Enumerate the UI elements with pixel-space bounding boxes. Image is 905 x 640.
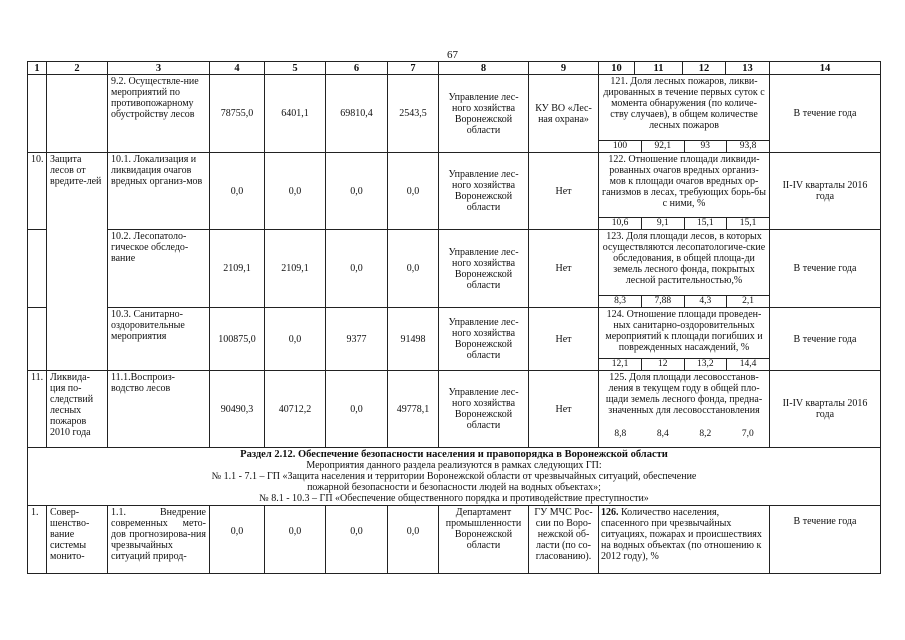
column-header: 11	[635, 62, 683, 75]
responsible-cell: Управление лес-ного хозяйства Воронежской области	[439, 371, 529, 448]
section-line: Мероприятия данного раздела реализуются в рамках следующих ГП:	[306, 460, 602, 471]
column-header: 3	[108, 62, 210, 75]
section-line: № 8.1 - 10.3 – ГП «Обеспечение общественного порядка и противодействие преступности»	[259, 493, 649, 504]
indicator-text: 121. Доля лесных пожаров, ликви-дированных в течение первых суток с момента обнаружения (по количе-ству случаев), в общем количестве лесных пожаров	[603, 76, 765, 131]
indicator-value: 8,4	[656, 428, 669, 439]
activity-cell: 11.1.Воспроиз-водство лесов	[108, 371, 210, 448]
indicator-value: 9,1	[642, 218, 685, 230]
term-cell: II-IV кварталы 2016 года	[770, 371, 881, 448]
participant-cell: КУ ВО «Лес-ная охрана»	[529, 75, 599, 153]
value-col4: 0,0	[210, 153, 265, 230]
section-line: пожарной безопасности и безопасности людей на водных объектах»;	[307, 482, 601, 493]
indicator-cell	[599, 371, 770, 448]
indicator-value: 12,1	[599, 359, 642, 371]
area-cell: Защита лесов от вредите-лей	[47, 153, 108, 371]
column-header: 5	[265, 62, 326, 75]
section-header	[28, 448, 881, 506]
value-col6: 9377	[326, 308, 388, 371]
term-cell: В течение года	[770, 506, 881, 574]
row-number: 11.	[28, 371, 47, 448]
area-cell: Ликвида-ция по-следствий лесных пожаров 2010 года	[47, 371, 108, 448]
indicator-value: 15,1	[684, 218, 727, 230]
column-header: 1	[28, 62, 47, 75]
indicator-value: 8,8	[614, 428, 627, 439]
term-cell: II-IV кварталы 2016 года	[770, 153, 881, 230]
indicator-value: 7,88	[642, 296, 685, 308]
indicator-values	[599, 140, 769, 152]
indicator-value: 100	[599, 141, 642, 153]
table-row	[28, 308, 881, 371]
indicator-value: 15,1	[727, 218, 770, 230]
indicator-number: 126.	[601, 507, 619, 518]
value-col5: 2109,1	[265, 230, 326, 308]
indicator-value: 92,1	[642, 141, 685, 153]
value-col6: 0,0	[326, 371, 388, 448]
section-title: Раздел 2.12. Обеспечение безопасности населения и правопорядка в Воронежской области	[240, 449, 668, 460]
indicator-cell	[599, 506, 770, 574]
column-header: 10	[599, 62, 635, 75]
row-number	[28, 75, 47, 153]
participant-cell: Нет	[529, 371, 599, 448]
term-cell: В течение года	[770, 308, 881, 371]
participant-cell: Нет	[529, 230, 599, 308]
indicator-text: 123. Доля площади лесов, в которых осуществляются лесопатологиче-ские обследования, в общей площа-ди земель лесного фонда, покрытых лесной растительностью,%	[602, 231, 766, 286]
indicator-values	[599, 295, 769, 307]
table-row	[28, 371, 881, 448]
value-col4: 2109,1	[210, 230, 265, 308]
table-row	[28, 230, 881, 308]
value-col7: 91498	[388, 308, 439, 371]
participant-cell: ГУ МЧС Рос-сии по Воро-нежской об-ласти (по со-гласованию).	[529, 506, 599, 574]
column-header: 2	[47, 62, 108, 75]
indicator-cell	[599, 308, 770, 371]
column-header: 8	[439, 62, 529, 75]
indicator-value: 10,6	[599, 218, 642, 230]
activity-cell: 10.3. Санитарно-оздоровительные мероприятия	[108, 308, 210, 371]
table-row	[28, 75, 881, 153]
value-col5: 0,0	[265, 153, 326, 230]
page-number: 67	[447, 49, 458, 61]
value-col6: 0,0	[326, 153, 388, 230]
section-line: № 1.1 - 7.1 – ГП «Защита населения и территории Воронежской области от чрезвычайных ситуаций, обеспечение	[211, 471, 697, 482]
column-header: 6	[326, 62, 388, 75]
indicator-value: 13,2	[684, 359, 727, 371]
row-number	[28, 230, 47, 308]
column-header-row	[28, 62, 881, 75]
value-col4: 90490,3	[210, 371, 265, 448]
responsible-cell: Управление лес-ного хозяйства Воронежской области	[439, 75, 529, 153]
indicator-value: 93,8	[727, 141, 770, 153]
value-col5: 40712,2	[265, 371, 326, 448]
column-header: 14	[770, 62, 881, 75]
value-col6: 0,0	[326, 506, 388, 574]
table-row	[28, 153, 881, 230]
value-col4: 0,0	[210, 506, 265, 574]
column-header: 13	[726, 62, 770, 75]
responsible-cell: Управление лес-ного хозяйства Воронежской области	[439, 230, 529, 308]
indicator-values	[599, 421, 769, 447]
program-table	[27, 61, 881, 574]
indicator-text: 122. Отношение площади ликвиди-рованных очагов вредных организ-мов к площади очагов вредных ор-ганизмов в лесах, требующих борь-бы с ними, %	[602, 154, 766, 209]
indicator-text: Количество населения, спасенного при чрезвычайных ситуациях, пожарах и происшествиях на водных объектах (по отношению к 2012 году), %	[601, 507, 762, 562]
activity-cell: 1.1. Внедрение современных мето-дов прогнозирова-ния чрезвычайных ситуаций природ-	[108, 506, 210, 574]
indicator-value: 2,1	[727, 296, 770, 308]
indicator-cell	[599, 153, 770, 230]
indicator-cell	[599, 75, 770, 153]
column-header: 4	[210, 62, 265, 75]
row-number: 1.	[28, 506, 47, 574]
indicator-cell	[599, 230, 770, 308]
value-col5: 0,0	[265, 308, 326, 371]
indicator-text: 124. Отношение площади проведен-ных санитарно-оздоровительных мероприятий к площади погибших и поврежденных насаждений, %	[605, 309, 763, 353]
value-col6: 0,0	[326, 230, 388, 308]
column-header: 9	[529, 62, 599, 75]
participant-cell: Нет	[529, 153, 599, 230]
indicator-value: 8,3	[599, 296, 642, 308]
indicator-value: 8,2	[699, 428, 712, 439]
value-col7: 0,0	[388, 230, 439, 308]
row-number: 10.	[28, 153, 47, 230]
indicator-value: 14,4	[727, 359, 770, 371]
column-header: 12	[683, 62, 726, 75]
responsible-cell: Департамент промышленности Воронежской области	[439, 506, 529, 574]
value-col7: 49778,1	[388, 371, 439, 448]
indicator-values	[599, 217, 769, 229]
area-cell	[47, 75, 108, 153]
value-col6: 69810,4	[326, 75, 388, 153]
value-col5: 0,0	[265, 506, 326, 574]
activity-cell: 9.2. Осуществле-ние мероприятий по противопожарному обустройству лесов	[108, 75, 210, 153]
responsible-cell: Управление лес-ного хозяйства Воронежской области	[439, 153, 529, 230]
section-header-row	[28, 448, 881, 506]
indicator-value: 93	[684, 141, 727, 153]
indicator-value: 12	[642, 359, 685, 371]
row-number	[28, 308, 47, 371]
activity-cell: 10.2. Лесопатоло-гическое обследо-вание	[108, 230, 210, 308]
indicator-values	[599, 358, 769, 370]
term-cell: В течение года	[770, 230, 881, 308]
value-col7: 0,0	[388, 506, 439, 574]
value-col4: 78755,0	[210, 75, 265, 153]
value-col7: 2543,5	[388, 75, 439, 153]
value-col7: 0,0	[388, 153, 439, 230]
indicator-text: 125. Доля площади лесовосстанов-ления в текущем году в общей пло-щади земель лесного фонда, предна-значенных для лесовосстановления	[605, 372, 763, 416]
area-cell: Совер-шенство-вание системы монито-	[47, 506, 108, 574]
table-row	[28, 506, 881, 574]
indicator-value: 7,0	[741, 428, 754, 439]
value-col5: 6401,1	[265, 75, 326, 153]
indicator-value: 4,3	[684, 296, 727, 308]
value-col4: 100875,0	[210, 308, 265, 371]
column-header: 7	[388, 62, 439, 75]
participant-cell: Нет	[529, 308, 599, 371]
responsible-cell: Управление лес-ного хозяйства Воронежской области	[439, 308, 529, 371]
activity-cell: 10.1. Локализация и ликвидация очагов вредных организ-мов	[108, 153, 210, 230]
term-cell: В течение года	[770, 75, 881, 153]
